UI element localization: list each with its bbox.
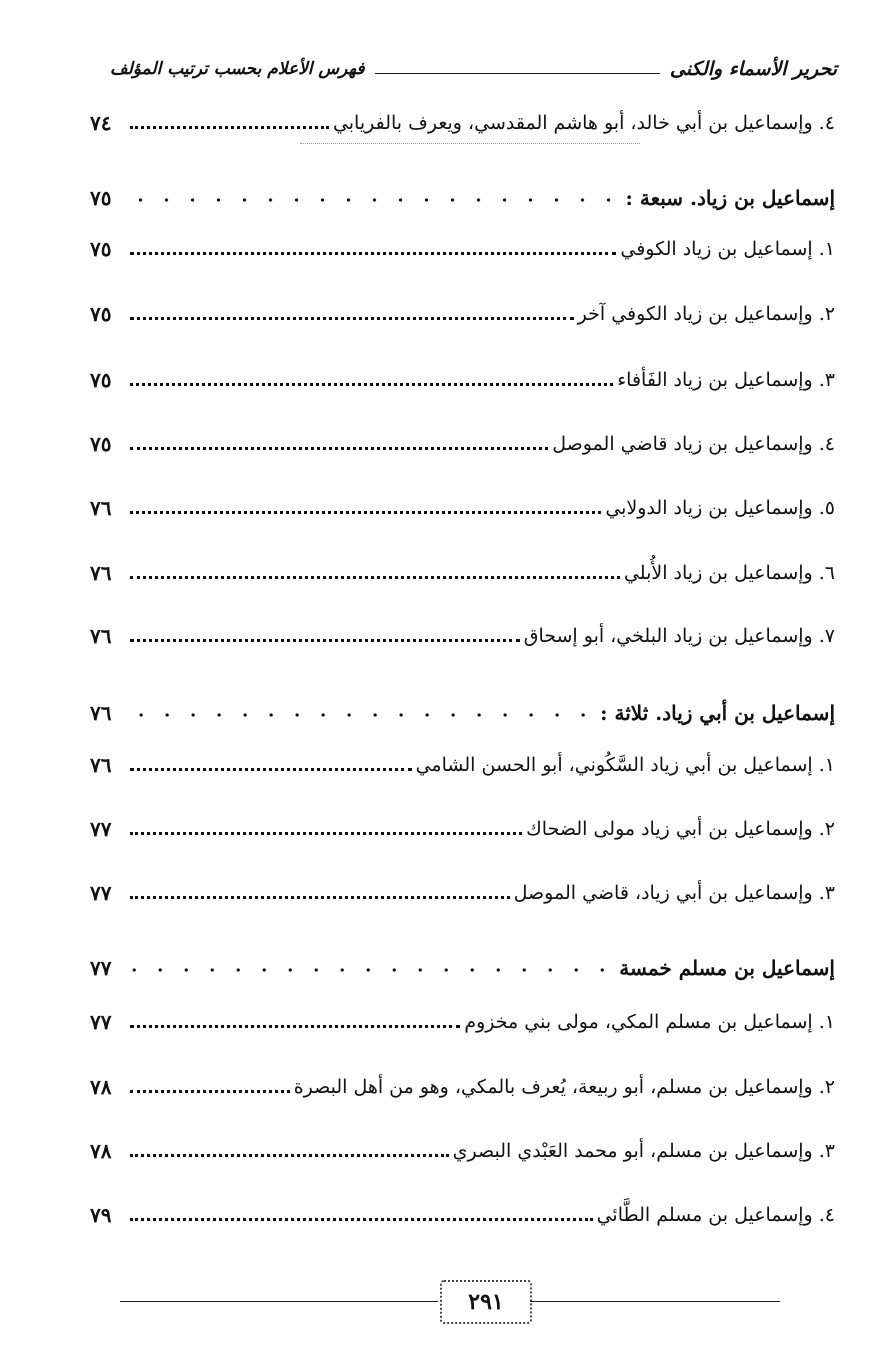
heading-page: ٧٥ bbox=[90, 186, 112, 210]
leader-dots bbox=[130, 639, 520, 642]
index-entry bbox=[90, 872, 835, 908]
leader-dots bbox=[130, 126, 329, 129]
leader-dots bbox=[130, 383, 613, 386]
index-entry bbox=[90, 552, 835, 588]
index-entry bbox=[90, 102, 835, 138]
entry-text: ١. إسماعيل بن مسلم المكي، مولى بني مخزوم bbox=[464, 1011, 835, 1033]
entry-text: ٥. وإسماعيل بن زياد الدولابي bbox=[605, 497, 835, 519]
leader-dots bbox=[130, 252, 616, 255]
entry-text: ٤. وإسماعيل بن أبي خالد، أبو هاشم المقدسي، ويعرف بالفريابي bbox=[332, 112, 835, 134]
entry-text: ٤. وإسماعيل بن زياد قاضي الموصل bbox=[552, 433, 835, 455]
entry-page: ٧٦ bbox=[90, 496, 112, 520]
running-header bbox=[110, 52, 837, 86]
index-heading bbox=[90, 692, 835, 728]
leader-dots bbox=[130, 1025, 460, 1028]
leader-dots bbox=[130, 1090, 290, 1093]
entry-page: ٧٥ bbox=[90, 368, 112, 392]
entry-text: ٣. وإسماعيل بن زياد الفَأفاء bbox=[617, 369, 835, 391]
entry-text: ٦. وإسماعيل بن زياد الأُبلي bbox=[623, 562, 835, 584]
index-heading bbox=[90, 947, 835, 983]
leader-dots bbox=[130, 1154, 449, 1157]
index-entry bbox=[90, 359, 835, 395]
entry-page: ٧٨ bbox=[90, 1075, 112, 1099]
index-heading bbox=[90, 177, 835, 213]
leader-dots bbox=[130, 197, 622, 203]
entry-page: ٧٤ bbox=[90, 111, 112, 135]
entry-text: ١. إسماعيل بن زياد الكوفي bbox=[620, 238, 835, 260]
index-entry bbox=[90, 423, 835, 459]
entry-page: ٧٧ bbox=[90, 881, 112, 905]
entry-page: ٧٥ bbox=[90, 302, 112, 326]
index-entry bbox=[90, 228, 835, 264]
entry-text: ٢. وإسماعيل بن مسلم، أبو ربيعة، يُعرف بالمكي، وهو من أهل البصرة bbox=[293, 1076, 835, 1098]
entry-page: ٧٦ bbox=[90, 561, 112, 585]
entry-text: ٧. وإسماعيل بن زياد البلخي، أبو إسحاق bbox=[523, 625, 835, 647]
heading-page: ٧٦ bbox=[90, 701, 112, 725]
entry-text: ٢. وإسماعيل بن أبي زياد مولى الضحاك bbox=[526, 818, 835, 840]
heading-text: إسماعيل بن مسلم خمسة bbox=[619, 956, 835, 980]
leader-dots bbox=[130, 447, 548, 450]
leader-dots bbox=[130, 832, 522, 835]
heading-text: إسماعيل بن زياد. سبعة : bbox=[625, 186, 835, 210]
section-title: فهرس الأعلام بحسب ترتيب المؤلف bbox=[110, 59, 365, 79]
leader-dots bbox=[130, 967, 615, 973]
entry-page: ٧٦ bbox=[90, 753, 112, 777]
entry-page: ٧٥ bbox=[90, 237, 112, 261]
index-entry bbox=[90, 744, 835, 780]
leader-dots bbox=[130, 576, 620, 579]
index-entry bbox=[90, 1066, 835, 1102]
entry-page: ٧٧ bbox=[90, 1010, 112, 1034]
index-entry bbox=[90, 487, 835, 523]
entry-text: ٤. وإسماعيل بن مسلم الطَّائي bbox=[596, 1204, 835, 1226]
index-entry bbox=[90, 1130, 835, 1166]
entry-page: ٧٧ bbox=[90, 817, 112, 841]
footer-rule-right bbox=[530, 1301, 780, 1302]
leader-dots bbox=[130, 511, 601, 514]
footer-rule-left bbox=[120, 1301, 438, 1302]
book-title: تحرير الأسماء والكنى bbox=[669, 58, 837, 80]
index-entry bbox=[90, 1194, 835, 1230]
heading-page: ٧٧ bbox=[90, 956, 112, 980]
index-entry bbox=[90, 615, 835, 651]
leader-dots bbox=[130, 896, 510, 899]
header-rule bbox=[375, 73, 660, 74]
entry-text: ٣. وإسماعيل بن مسلم، أبو محمد العَبْدي البصري bbox=[452, 1140, 835, 1162]
entry-text: ٣. وإسماعيل بن أبي زياد، قاضي الموصل bbox=[513, 882, 835, 904]
leader-dots bbox=[130, 712, 596, 718]
entry-text: ٢. وإسماعيل بن زياد الكوفي آخر bbox=[577, 303, 835, 325]
entry-page: ٧٦ bbox=[90, 624, 112, 648]
leader-dots bbox=[130, 1218, 593, 1221]
faint-divider bbox=[300, 143, 640, 144]
entry-text: ١. إسماعيل بن أبي زياد السَّكُوني، أبو الحسن الشامي bbox=[415, 754, 835, 776]
entry-page: ٧٥ bbox=[90, 432, 112, 456]
index-entry bbox=[90, 293, 835, 329]
entry-page: ٧٨ bbox=[90, 1139, 112, 1163]
index-entry bbox=[90, 1001, 835, 1037]
index-entry bbox=[90, 808, 835, 844]
page-number: ٢٩١ bbox=[440, 1280, 532, 1324]
leader-dots bbox=[130, 768, 412, 771]
entry-page: ٧٩ bbox=[90, 1203, 112, 1227]
leader-dots bbox=[130, 317, 574, 320]
heading-text: إسماعيل بن أبي زياد. ثلاثة : bbox=[600, 701, 835, 725]
